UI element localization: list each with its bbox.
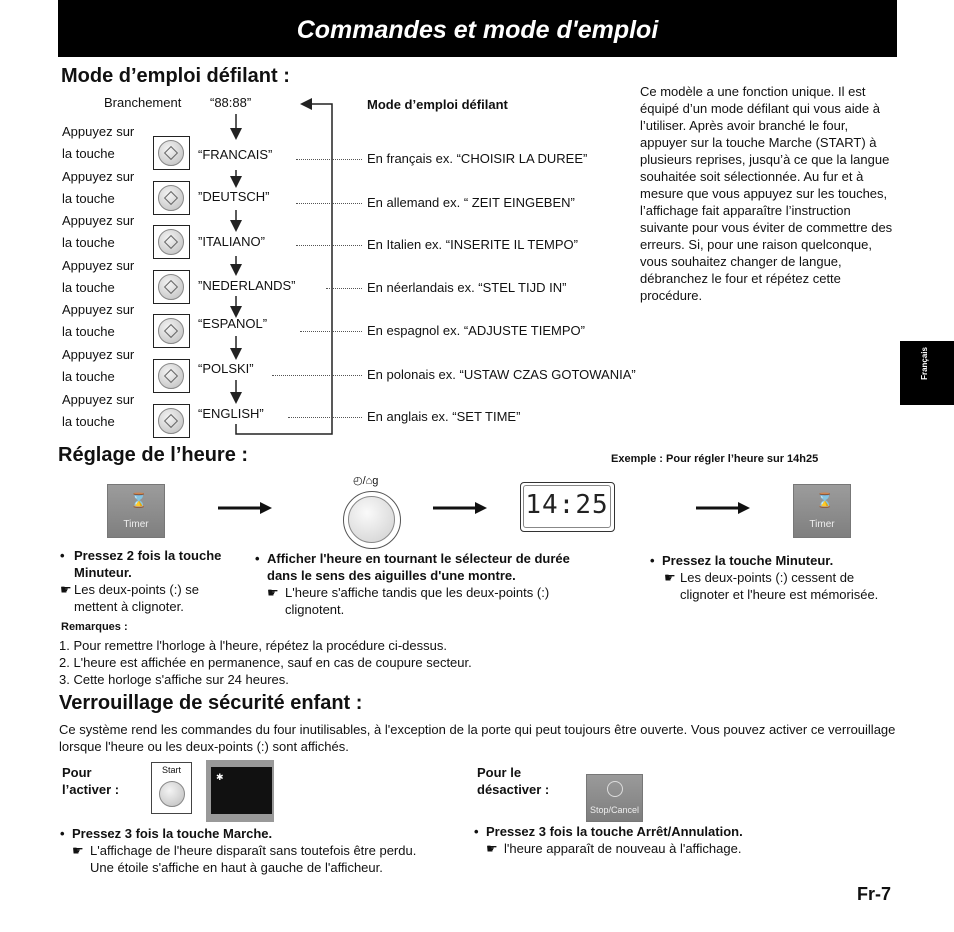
clock-step-1-note: Les deux-points (:) se mettent à clignoter.	[74, 582, 200, 614]
remark-item: 3. Cette horloge s'affiche sur 24 heures.	[59, 672, 289, 687]
start-key-button[interactable]	[153, 225, 190, 259]
language-name: ”NEDERLANDS”	[198, 278, 296, 293]
press-key-line-2: la touche	[62, 414, 115, 429]
language-name: ”DEUTSCH”	[198, 189, 270, 204]
language-name: “FRANCAIS”	[198, 147, 273, 162]
star-icon: ✱	[216, 772, 224, 782]
lock-step-b: • Pressez 3 fois la touche Arrêt/Annulation. ☛ l'heure apparaît de nouveau à l'affichage.	[474, 824, 743, 856]
activate-label	[62, 764, 119, 798]
language-example: En allemand ex. “ ZEIT EINGEBEN”	[367, 195, 575, 210]
start-key-icon	[158, 185, 184, 211]
press-key-line-1: Appuyez sur	[62, 392, 135, 407]
stop-cancel-button[interactable]	[586, 774, 643, 822]
press-key-line-1: Appuyez sur	[62, 302, 135, 317]
lock-intro: Ce système rend les commandes du four inutilisables, à l'exception de la porte qui peut toujours être ouverte. Vous pouvez activer ce verrouillage lorsque l'heure ou les deux-points (:) sont affichés.	[59, 722, 896, 754]
language-example: En polonais ex. “USTAW CZAS GOTOWANIA”	[367, 367, 636, 382]
language-example: En anglais ex. “SET TIME”	[367, 409, 521, 424]
dotted-leader	[296, 245, 362, 246]
arrow-right-icon	[425, 498, 495, 518]
start-key-icon	[158, 274, 184, 300]
lock-display-frame	[206, 760, 274, 822]
lock-heading: Verrouillage de sécurité enfant :	[59, 692, 363, 714]
press-key-line-2: la touche	[62, 235, 115, 250]
clock-step-1: • Pressez 2 fois la touche Minuteur. ☛ Les deux-points (:) se mettent à clignoter.	[60, 548, 222, 614]
arrow-right-icon	[210, 498, 280, 518]
language-example: En français ex. “CHOISIR LA DUREE”	[367, 151, 588, 166]
press-key-instruction	[62, 121, 134, 165]
clock-step-2-note: L'heure s'affiche tandis que les deux-points (:) clignotent.	[285, 585, 550, 617]
side-tab-label: Français	[920, 347, 929, 380]
time-dial[interactable]	[343, 491, 401, 549]
start-key-button[interactable]	[153, 136, 190, 170]
dotted-leader	[296, 159, 362, 160]
press-key-line-2: la touche	[62, 324, 115, 339]
hourglass-icon: ⌛	[816, 492, 834, 508]
language-name: “POLSKI”	[198, 361, 254, 376]
lock-step-b-note: l'heure apparaît de nouveau à l'affichage.	[504, 841, 742, 856]
timer-button-label: Timer	[123, 519, 149, 530]
press-key-line-1: Appuyez sur	[62, 258, 135, 273]
language-name: “ENGLISH”	[198, 406, 264, 421]
timer-button[interactable]	[793, 484, 851, 538]
press-key-line-2: la touche	[62, 146, 115, 161]
clock-step-3-instruction: Pressez la touche Minuteur.	[662, 553, 834, 568]
arrow-right-icon	[688, 498, 758, 518]
clock-heading: Réglage de l’heure :	[58, 444, 249, 466]
lock-step-a-instruction: Pressez 3 fois la touche Marche.	[72, 826, 273, 841]
activate-label-line-2: l’activer :	[62, 782, 120, 797]
remarks-title: Remarques :	[61, 621, 128, 633]
lock-step-a-note: L'affichage de l'heure disparaît sans toutefois être perdu. Une étoile s'affiche en haut à gauche de l'afficheur.	[90, 843, 417, 875]
press-key-line-1: Appuyez sur	[62, 347, 135, 362]
hourglass-icon: ⌛	[130, 492, 148, 508]
lock-step-a: • Pressez 3 fois la touche Marche. ☛ L'affichage de l'heure disparaît sans toutefois être perdu. Une étoile s'affiche en haut à gauche de l'afficheur.	[60, 826, 417, 875]
dotted-leader	[288, 417, 362, 418]
lock-display-screen	[211, 767, 272, 814]
start-key-icon	[159, 781, 185, 807]
page-title: Commandes et mode d'emploi	[296, 16, 659, 44]
language-example: En néerlandais ex. “STEL TIJD IN”	[367, 280, 567, 295]
deactivate-label-line-1: Pour le	[477, 765, 522, 780]
clock-step-3-note: Les deux-points (:) cessent de clignoter et l'heure est mémorisée.	[680, 570, 879, 602]
dotted-leader	[326, 288, 362, 289]
scroll-mode-heading: Mode d’emploi défilant :	[61, 65, 290, 87]
scroll-mode-description: Ce modèle a une fonction unique. Il est équipé d’un mode défilant qui vous aide à l’utiliser. Après avoir branché le four, appuyer sur la touche Marche (START) à plusieurs reprises, jusqu’à ce que la langue souhaitée soit sélectionnée. Au fur et à mesure que vous appuyez sur les touches, l’affichage fait apparaître l’instruction suivante pour vous éviter de commettre des erreurs. Si, pour une raison quelconque, vous souhaitez changer de langue, débranchez le four et répétez cette procédure.	[640, 84, 893, 303]
press-key-instruction	[62, 166, 134, 210]
timer-button[interactable]	[107, 484, 165, 538]
press-key-line-2: la touche	[62, 280, 115, 295]
start-button[interactable]	[151, 762, 192, 814]
clock-step-2: • Afficher l'heure en tournant le sélecteur de durée dans le sens des aiguilles d'une montre. ☛ L'heure s'affiche tandis que les deux-points (:) clignotent.	[255, 551, 570, 617]
press-key-instruction	[62, 210, 134, 254]
start-button-label: Start	[161, 765, 181, 775]
start-key-icon	[158, 363, 184, 389]
start-key-button[interactable]	[153, 359, 190, 393]
language-name: ”ITALIANO”	[198, 234, 265, 249]
branchement-label: Branchement	[104, 95, 182, 110]
press-key-instruction	[62, 255, 134, 299]
press-key-line-2: la touche	[62, 191, 115, 206]
dial-label: ◴/⌂g	[353, 475, 379, 487]
start-key-button[interactable]	[153, 404, 190, 438]
language-name: “ESPANOL”	[198, 316, 268, 331]
scroll-mode-column-title: Mode d’emploi défilant	[367, 97, 508, 112]
remark-item: 2. L'heure est affichée en permanence, sauf en cas de coupure secteur.	[59, 655, 472, 670]
time-display	[520, 482, 615, 532]
start-key-icon	[158, 229, 184, 255]
deactivate-label	[477, 764, 549, 798]
start-key-button[interactable]	[153, 181, 190, 215]
press-key-line-1: Appuyez sur	[62, 169, 135, 184]
start-key-button[interactable]	[153, 314, 190, 348]
dotted-leader	[296, 203, 362, 204]
start-key-icon	[158, 140, 184, 166]
press-key-line-1: Appuyez sur	[62, 213, 135, 228]
activate-label-line-1: Pour	[62, 765, 92, 780]
remark-item: 1. Pour remettre l'horloge à l'heure, répétez la procédure ci-dessus.	[59, 638, 447, 653]
stop-button-label: Stop/Cancel	[589, 805, 640, 815]
press-key-instruction	[62, 389, 134, 433]
start-key-icon	[158, 408, 184, 434]
language-example: En Italien ex. “INSERITE IL TEMPO”	[367, 237, 578, 252]
language-example: En espagnol ex. “ADJUSTE TIEMPO”	[367, 323, 585, 338]
dial-knob	[348, 496, 395, 543]
press-key-instruction	[62, 344, 134, 388]
remarks-list	[59, 637, 472, 688]
press-key-line-2: la touche	[62, 369, 115, 384]
clock-step-3: • Pressez la touche Minuteur. ☛ Les deux-points (:) cessent de clignoter et l'heure est mémorisée.	[650, 553, 879, 602]
press-key-line-1: Appuyez sur	[62, 124, 135, 139]
timer-button-label: Timer	[809, 519, 835, 530]
initial-display-label: “88:88”	[210, 95, 252, 110]
time-display-value: 14:25	[525, 490, 609, 520]
dotted-leader	[300, 331, 362, 332]
clock-example: Exemple : Pour régler l’heure sur 14h25	[611, 453, 819, 465]
page-number: Fr-7	[857, 884, 892, 904]
start-key-button[interactable]	[153, 270, 190, 304]
dotted-leader	[272, 375, 362, 376]
clock-step-2-instruction: Afficher l'heure en tournant le sélecteur de durée dans le sens des aiguilles d'une montre.	[267, 551, 570, 583]
start-key-icon	[158, 318, 184, 344]
deactivate-label-line-2: désactiver :	[477, 782, 550, 797]
lock-step-b-instruction: Pressez 3 fois la touche Arrêt/Annulation.	[486, 824, 743, 839]
clock-step-1-instruction: Pressez 2 fois la touche Minuteur.	[74, 548, 222, 580]
stop-icon	[607, 781, 623, 797]
press-key-instruction	[62, 299, 134, 343]
